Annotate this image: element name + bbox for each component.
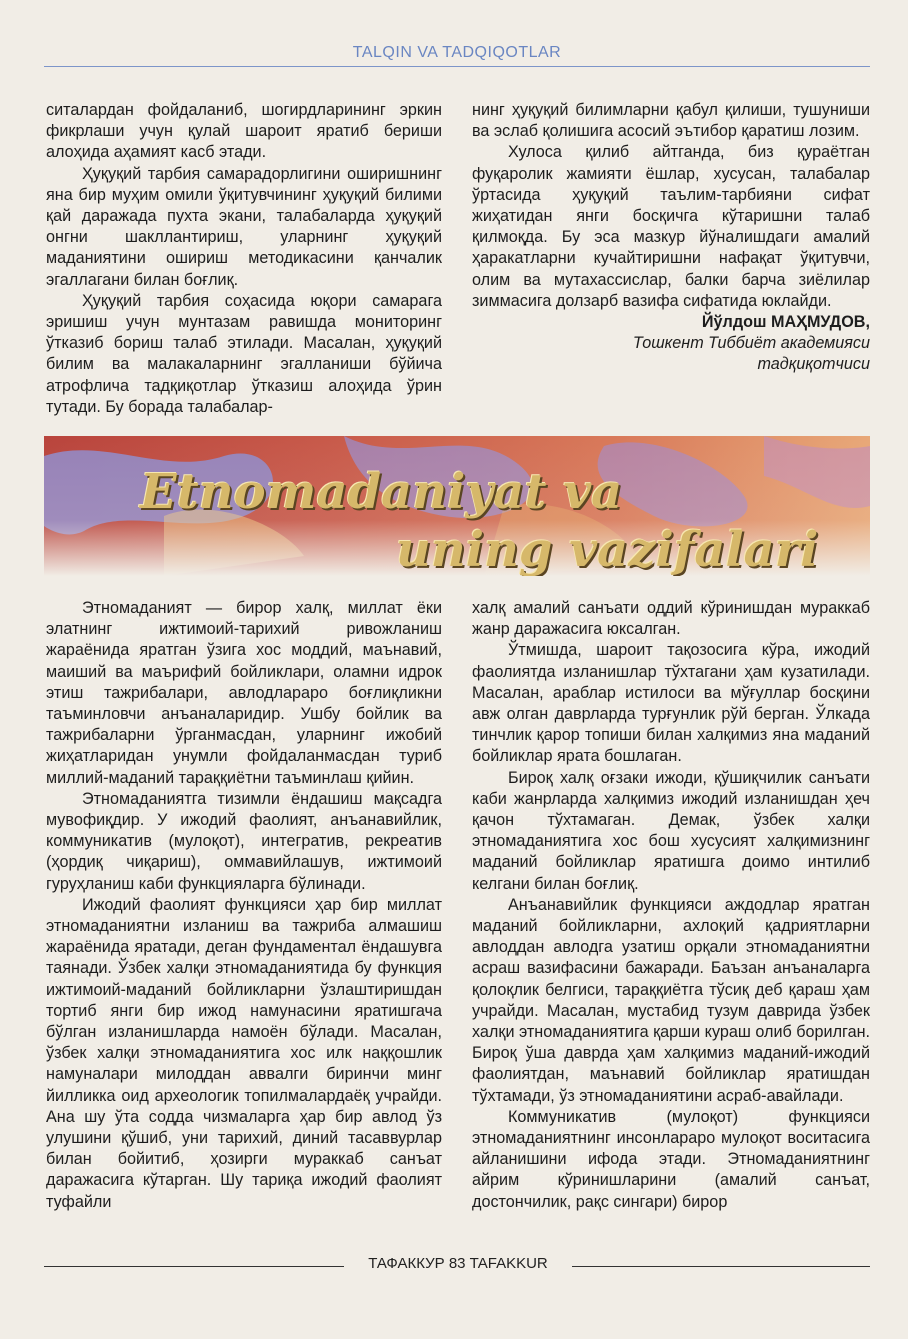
paragraph: Анъанавийлик функцияси аждодлар яратган маданий бойликларни, ахлоқий қадриятларни авлоддан авлодга узатиш орқали этномаданиятни асраш вазифасини бажаради. Баъзан анъаналарга қолоқлик белгиси, тараққиётга тўсиқ деб қараш ҳам учрайди. Масалан, мустабид тузум даврида ўзбек халқи этномаданиятига қарши кураш олиб борилган. Бироқ ўша даврда ҳам халқимиз маданий-ижодий фаолиятдан, маънавий бойликлар яратишдан тўхтамади, ўз этномаданиятини асраб-авайлади. [472, 895, 871, 1105]
paragraph: Коммуникатив (мулоқот) функцияси этномаданиятнинг инсонлараро мулоқот воситасига айланишини ифода этади. Этномаданиятнинг айрим кўринишларини (амалий санъат, достончилик, рақс сингари) бирор [472, 1107, 870, 1211]
paragraph: нинг ҳуқуқий билимларни қабул қилиши, тушуниши ва эслаб қолишига асосий эътибор қаратиш лозим. [472, 101, 870, 141]
paragraph: Бироқ халқ оғзаки ижоди, қўшиқчилик санъати каби жанрларда халқимиз ижодий изланишдан ҳеч қачон тўхтамаган. Демак, ўзбек халқи этномаданиятига хос бош хусусият халқимизнинг маданий бойликлар яратишга доимо интилиб келгани билан боғлиқ. [472, 768, 870, 893]
article2-left-column [46, 598, 442, 1213]
page-footer [44, 1255, 870, 1279]
footer-rule-left [44, 1266, 344, 1267]
paragraph: Этномаданиятга тизимли ёндашиш мақсадга мувофиқдир. У ижодий фаолият, анъанавийлик, коммуникатив (мулоқот), интегратив, рекреатив (ҳордиқ чиқариш), оммавийлашув, ижтимоий гуруҳланиш каби функцияларга бўлинади. [46, 789, 442, 893]
paragraph: Хулоса қилиб айтганда, биз қураётган фуқаролик жамияти ёшлар, хусусан, талабалар ўртасида ҳуқуқий таълим-тарбияни сифат жиҳатидан янги босқичга кўтаришни талаб қилмоқда. Бу эса мазкур йўналишдаги амалий ҳаракатларни кучайтиришни нафақат ўқитувчи, олим ва мутахассислар, балки барча зиёлилар зиммасига долзарб вазифа сифатида юклайди. [472, 143, 870, 310]
banner-title-line-2: uning vazifalari [396, 522, 819, 576]
footer-text: ТАФАККУР 83 TAFAKKUR [368, 1255, 548, 1272]
running-header [44, 44, 870, 62]
paragraph: халқ амалий санъати оддий кўринишдан мураккаб жанр даражасига юксалган. [472, 599, 870, 639]
paragraph: Ўтмишда, шароит тақозосига кўра, ижодий фаолиятда изланишлар тўхтагани ҳам кузатилади. Масалан, араблар истилоси ва мўғуллар босқини авж олган даврларда турғунлик рўй берган. Ўлкада тинчлик қарор топиши билан халқимиз яна маданий бойликлар ярата бошлаган. [472, 641, 870, 766]
author-name: Йўлдош МАҲМУДОВ, [701, 313, 870, 332]
header-rule [44, 66, 870, 67]
section-title: TALQIN VA TADQIQOTLAR [352, 44, 562, 61]
article2-right-column [472, 598, 870, 1213]
paragraph: Ижодий фаолият функцияси ҳар бир миллат этномаданиятни изланиш ва тажриба алмашиш жараёнида яратади, деган фундаментал ёндашувга таянади. Ўзбек халқи этномаданиятида бу функция ижтимоий-маданий бойликларни ўзлаштиришдан тортиб янги бир ижод намунасини яратишгача бўлган изланишларда намоён бўлади. Масалан, ўзбек халқи этномаданиятига хос илк наққошлик намуналари милоддан аввалги биринчи минг йилликка оид археологик топилмалардаёқ учрайди. Ана шу ўта содда чизмаларга ҳар бир авлод ўз улушини қўшиб, уни тарихий, диний тасаввурлар билан бойитиб, ҳозирги мураккаб санъат даражасига кўтарган. Шу тариқа ижодий фаолият туфайли [46, 895, 442, 1211]
article1-right-column [472, 100, 870, 376]
banner-title-line-1: Etnomadaniyat va [140, 464, 623, 520]
article1-left-column [46, 100, 442, 418]
author-affiliation-1: Тошкент Тиббиёт академияси [632, 334, 870, 353]
paragraph: Ҳуқуқий тарбия соҳасида юқори самарага эришиш учун мунтазам равишда мониторинг ўтказиб бориш талаб этилади. Масалан, ҳуқуқий билим ва малакаларнинг эгалланиши бўйича атрофлича тадқиқотлар ўтказиш алоҳида ўрин тутади. Бу борада талабалар- [46, 291, 442, 416]
author-affiliation-2: тадқиқотчиси [757, 355, 870, 374]
paragraph: ситалардан фойдаланиб, шогирдларининг эркин фикрлаши учун қулай шароит яратиб бериши алоҳида аҳамият касб этади. [46, 101, 442, 162]
paragraph: Ҳуқуқий тарбия самарадорлигини оширишнинг яна бир муҳим омили ўқитувчининг ҳуқуқий билими қай даражада пухта экани, талабаларда ҳуқуқий онгни шакллантириш, уларнинг ҳуқуқий маданиятини ошириш методикасини қанчалик эгаллагани билан боғлиқ. [46, 164, 442, 289]
article-title-banner [44, 436, 870, 576]
article1-right-paragraphs [472, 100, 870, 312]
footer-rule-right [572, 1266, 870, 1267]
paragraph: Этномаданият — бирор халқ, миллат ёки элатнинг ижтимоий-тарихий ривожланиш жараёнида яратган ўзига хос моддий, маънавий, маиший ва маърифий бойликлари, оламни идрок этиш тажрибалари, авлодлараро боғлиқликни таъминловчи анъаналаридир. Ушбу бойлик ва тажрибаларни ўрганмасдан, уларнинг ижобий жиҳатларидан унумли фойдаланмасдан туриб миллий-маданий тараққиётни таъминлаш қийин. [46, 599, 442, 787]
